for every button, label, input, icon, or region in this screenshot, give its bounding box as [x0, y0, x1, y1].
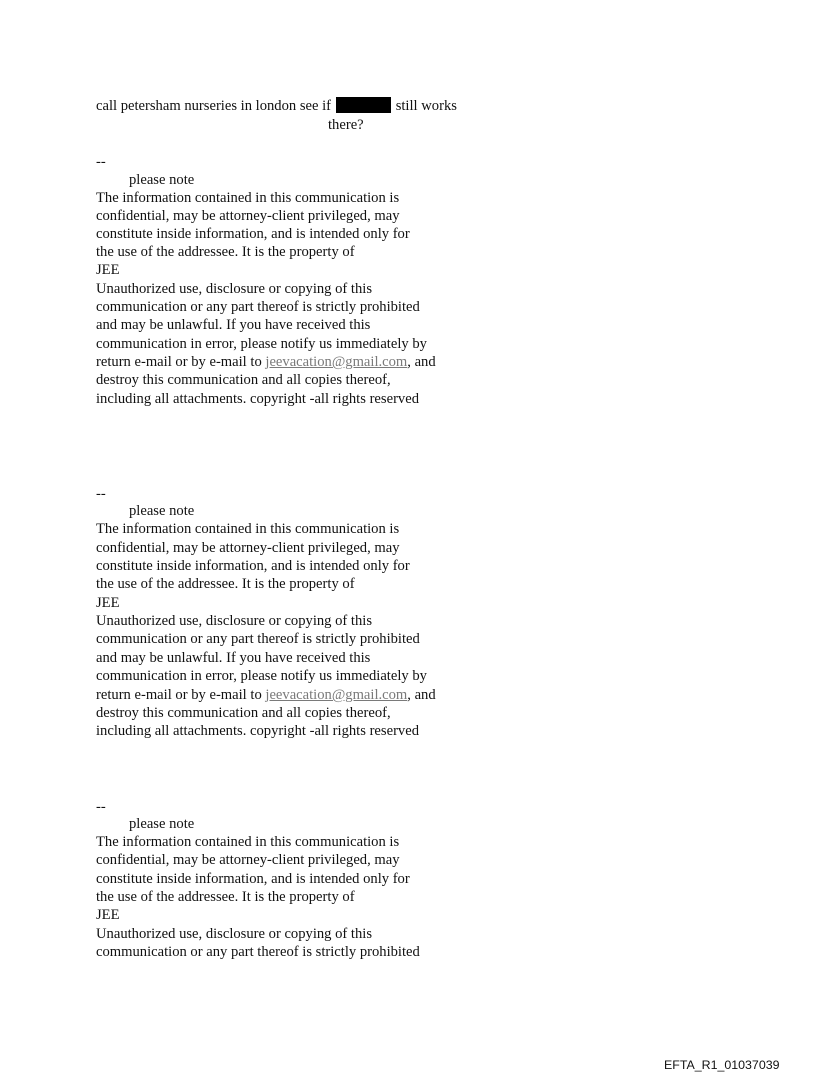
disclaimer-heading: please note	[129, 172, 195, 188]
redaction-block	[336, 97, 391, 113]
disclaimer-text: , and	[407, 687, 436, 703]
disclaimer-line	[96, 353, 436, 371]
document-id: EFTA_R1_01037039	[664, 1058, 780, 1072]
disclaimer-line: Unauthorized use, disclosure or copying of this	[96, 281, 373, 297]
disclaimer-text: return e-mail or by e-mail to	[96, 354, 266, 370]
disclaimer-line: constitute inside information, and is intended only for	[96, 558, 410, 574]
disclaimer-heading: please note	[129, 816, 195, 832]
disclaimer-line: The information contained in this communication is	[96, 521, 400, 537]
disclaimer-line: communication or any part thereof is strictly prohibited	[96, 944, 420, 960]
disclaimer-line: JEE	[96, 595, 120, 611]
disclaimer-line: communication or any part thereof is strictly prohibited	[96, 299, 420, 315]
disclaimer-line: JEE	[96, 262, 120, 278]
disclaimer-line: the use of the addressee. It is the property of	[96, 244, 355, 260]
disclaimer-line: destroy this communication and all copies thereof,	[96, 705, 391, 721]
message-text: still works	[395, 98, 457, 114]
disclaimer-line	[96, 686, 436, 704]
disclaimer-line: including all attachments. copyright -all rights reserved	[96, 391, 419, 407]
message-line	[96, 97, 457, 115]
disclaimer-line: Unauthorized use, disclosure or copying of this	[96, 926, 373, 942]
disclaimer-line: communication or any part thereof is strictly prohibited	[96, 631, 420, 647]
disclaimer-line: constitute inside information, and is intended only for	[96, 226, 410, 242]
disclaimer-line: communication in error, please notify us immediately by	[96, 336, 427, 352]
disclaimer-line: including all attachments. copyright -all rights reserved	[96, 723, 419, 739]
disclaimer-line: The information contained in this communication is	[96, 190, 400, 206]
disclaimer-line: confidential, may be attorney-client privileged, may	[96, 208, 400, 224]
message-text: call petersham nurseries in london see if	[96, 98, 332, 114]
disclaimer-line: communication in error, please notify us immediately by	[96, 668, 427, 684]
disclaimer-line: The information contained in this communication is	[96, 834, 400, 850]
disclaimer-text: return e-mail or by e-mail to	[96, 687, 266, 703]
disclaimer-line: the use of the addressee. It is the property of	[96, 576, 355, 592]
disclaimer-line: confidential, may be attorney-client privileged, may	[96, 852, 400, 868]
disclaimer-line: the use of the addressee. It is the property of	[96, 889, 355, 905]
disclaimer-line: Unauthorized use, disclosure or copying of this	[96, 613, 373, 629]
email-link[interactable]: jeevacation@gmail.com	[265, 354, 408, 370]
disclaimer-line: confidential, may be attorney-client privileged, may	[96, 540, 400, 556]
disclaimer-line: and may be unlawful. If you have received this	[96, 650, 371, 666]
message-line	[328, 116, 364, 134]
disclaimer-line: JEE	[96, 907, 120, 923]
separator: --	[96, 486, 106, 502]
separator: --	[96, 799, 106, 815]
disclaimer-heading: please note	[129, 503, 195, 519]
disclaimer-line: and may be unlawful. If you have received this	[96, 317, 371, 333]
disclaimer-line: destroy this communication and all copies thereof,	[96, 372, 391, 388]
email-link[interactable]: jeevacation@gmail.com	[265, 687, 408, 703]
message-text: there?	[328, 117, 364, 133]
disclaimer-text: , and	[407, 354, 436, 370]
separator: --	[96, 154, 106, 170]
disclaimer-line: constitute inside information, and is intended only for	[96, 871, 410, 887]
